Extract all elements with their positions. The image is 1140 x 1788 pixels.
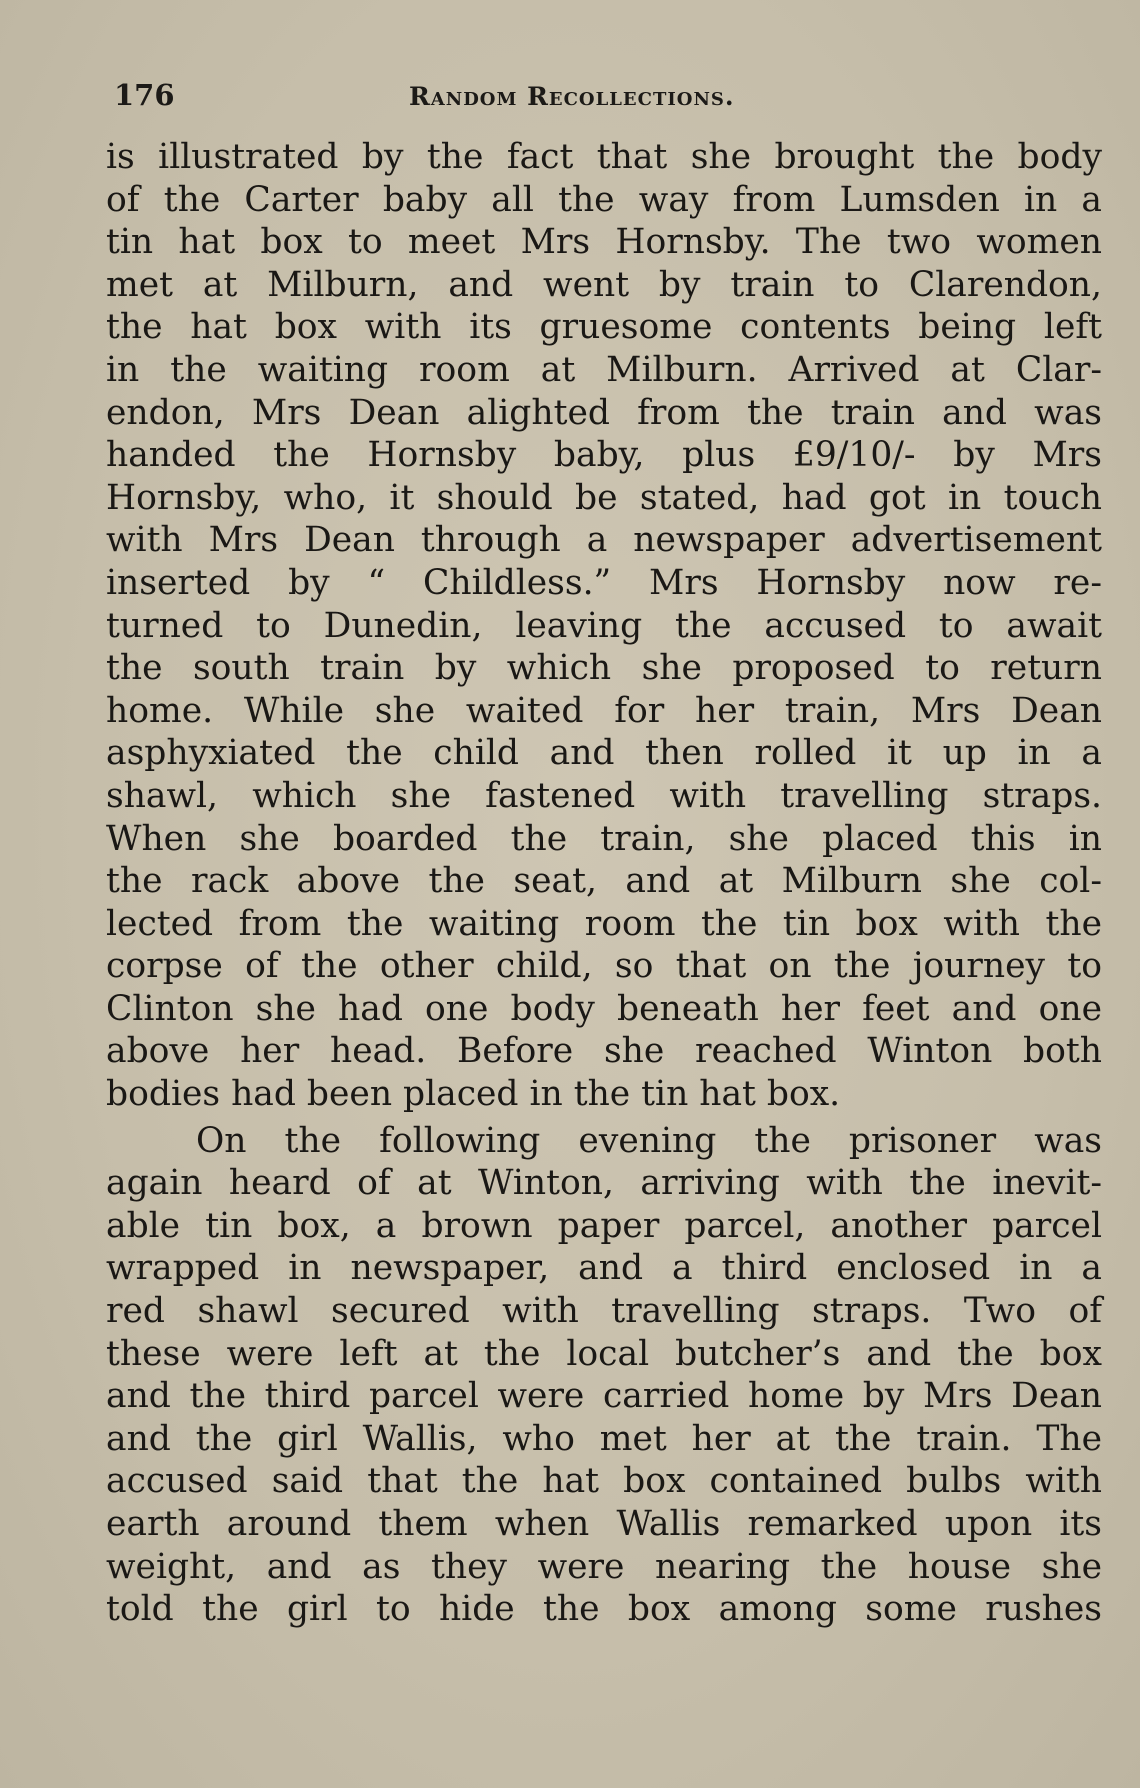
text-line: the hat box with its gruesome contents being left (106, 307, 1102, 348)
paragraph-2 (106, 1120, 1102, 1631)
text-line: accused said that the hat box contained bulbs with (106, 1461, 1102, 1502)
body-text (106, 136, 1102, 1631)
text-line: again heard of at Winton, arriving with the inevit- (106, 1163, 1102, 1204)
text-line: corpse of the other child, so that on the journey to (106, 946, 1102, 987)
text-line: When she boarded the train, she placed this in (106, 818, 1102, 859)
text-line: in the waiting room at Milburn. Arrived at Clar- (106, 349, 1102, 390)
text-line: handed the Hornsby baby, plus £9/10/- by Mrs (106, 435, 1102, 476)
text-line: the south train by which she proposed to return (106, 648, 1102, 689)
text-line: red shawl secured with travelling straps. Two of (106, 1291, 1102, 1332)
page-number: 176 (114, 78, 175, 112)
text-line: lected from the waiting room the tin box with the (106, 903, 1102, 944)
text-line: wrapped in newspaper, and a third enclosed in a (106, 1248, 1102, 1289)
text-line: of the Carter baby all the way from Lumsden in a (106, 179, 1102, 220)
text-line: home. While she waited for her train, Mrs Dean (106, 690, 1102, 731)
running-title: Random Recollections. (409, 82, 735, 111)
text-line: inserted by “ Childless.” Mrs Hornsby now re- (106, 562, 1102, 603)
text-line: shawl, which she fastened with travelling straps. (106, 775, 1102, 816)
text-line: weight, and as they were nearing the house she (106, 1546, 1102, 1587)
text-line: earth around them when Wallis remarked upon its (106, 1504, 1102, 1544)
text-line: able tin box, a brown paper parcel, another parcel (106, 1205, 1102, 1246)
running-head (114, 78, 1099, 126)
paragraph-1 (106, 136, 1102, 1116)
text-line: bodies had been placed in the tin hat box. (106, 1074, 841, 1115)
text-line: the rack above the seat, and at Milburn she col- (106, 861, 1102, 902)
text-line: On the following evening the prisoner was (196, 1120, 1102, 1161)
text-line: Hornsby, who, it should be stated, had got in touch (106, 477, 1102, 518)
text-line: with Mrs Dean through a newspaper advertisement (106, 520, 1102, 561)
text-line: is illustrated by the fact that she brought the body (106, 137, 1102, 177)
text-line: met at Milburn, and went by train to Clarendon, (106, 264, 1102, 305)
text-line: above her head. Before she reached Winton both (106, 1031, 1102, 1072)
text-line: endon, Mrs Dean alighted from the train and was (106, 392, 1102, 433)
text-line: tin hat box to meet Mrs Hornsby. The two women (106, 222, 1102, 263)
text-line: turned to Dunedin, leaving the accused to await (106, 605, 1102, 646)
text-line: these were left at the local butcher’s and the box (106, 1333, 1102, 1374)
text-line: told the girl to hide the box among some rushes (106, 1589, 1102, 1630)
text-line: and the third parcel were carried home by Mrs Dean (106, 1376, 1102, 1417)
text-line: Clinton she had one body beneath her feet and one (106, 988, 1102, 1029)
text-line: and the girl Wallis, who met her at the train. The (106, 1418, 1102, 1459)
text-line: asphyxiated the child and then rolled it up in a (106, 733, 1102, 774)
